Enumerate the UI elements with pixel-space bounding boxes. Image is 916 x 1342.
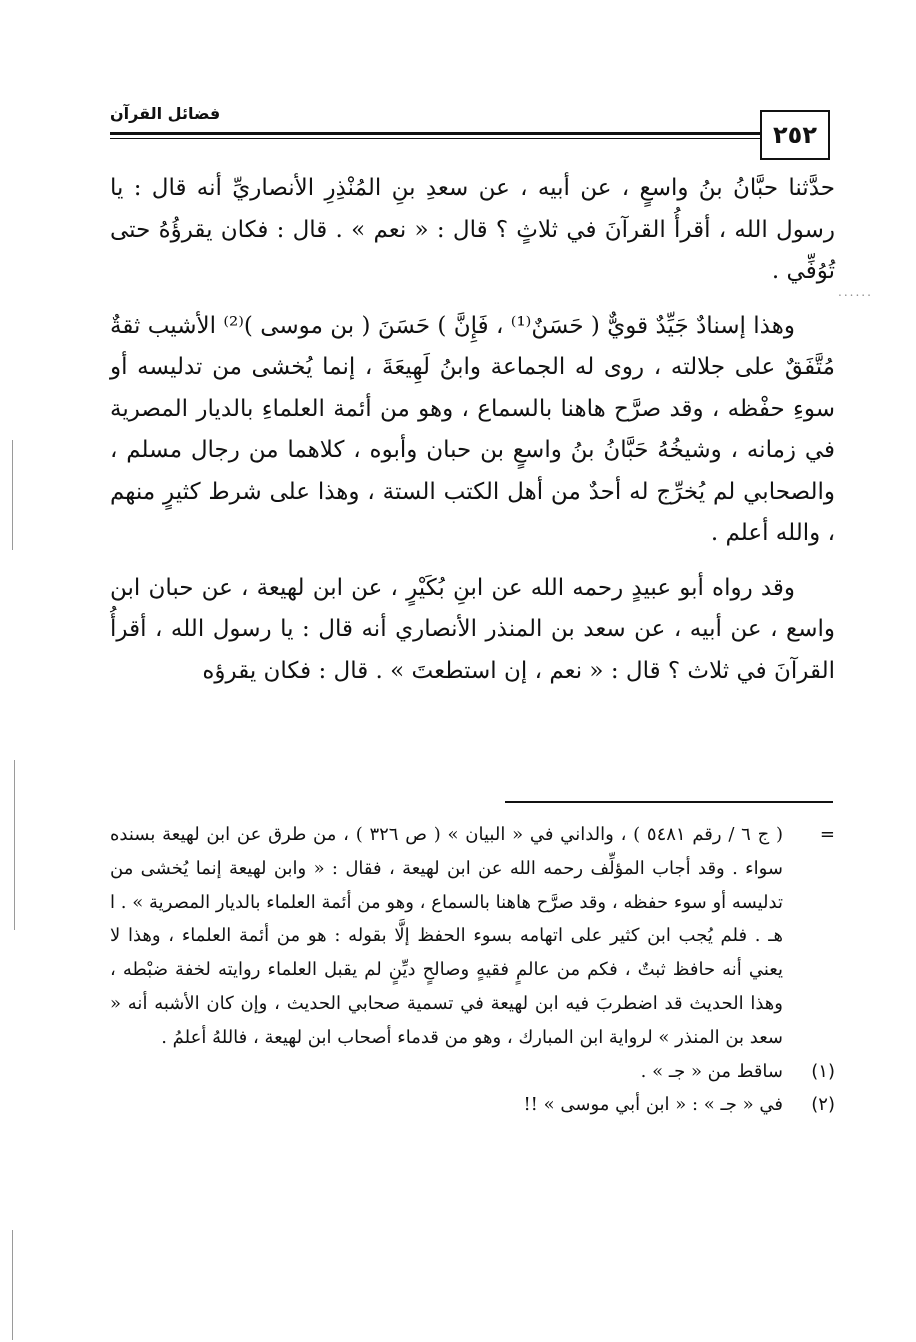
paragraph: وقد رواه أبو عبيدٍ رحمه الله عن ابنِ بُكَيْرٍ ، عن ابن لهيعة ، عن حبان ابن واسع ، عن أبيه ، عن سعد بن المنذر الأنصاري أنه قال : يا رسول الله ، أقرأُ القرآنَ في ثلاث ؟ قال : « نعم ، إن استطعتَ » . قال : فكان يقرؤه: [110, 574, 835, 684]
main-text: [110, 168, 835, 705]
footnote-text: في « جـ » : « ابن أبي موسى » !!: [523, 1094, 783, 1116]
continuation-mark: =: [819, 824, 835, 845]
scan-edge-line: [12, 440, 13, 550]
paragraph: وهذا إسنادٌ جَيِّدٌ قويٌّ ( حَسَنٌ⁽¹⁾ ، فَإِنَّ ) حَسَنَ ( بن موسى )⁽²⁾ الأشيب ثقةٌ مُتَّفَقٌ على جلالته ، روى له الجماعة وابنُ لَهِيعَةَ ، إنما يُخشى من تدليسه أو سوءِ حفْظه ، وقد صرَّح هاهنا بالسماع ، وهو من أئمة العلماءِ بالديار المصرية في زمانه ، وشيخُهُ حَبَّانُ بنُ واسعٍ بن حبان وأبوه ، كلاهما من رجال مسلم ، والصحابي لم يُخرِّج له أحدٌ من أهل الكتب الستة ، وهذا على شرط كثيرٍ منهم ، والله أعلم .: [110, 312, 835, 546]
header-rule-thin: [110, 138, 760, 139]
footnote-continuation: [110, 818, 835, 1055]
footnotes: [110, 818, 835, 1122]
footnote-separator: [505, 801, 833, 803]
header-rule: [110, 132, 760, 135]
footnote-text: ساقط من « جـ » .: [640, 1060, 783, 1082]
margin-dots: ......: [838, 285, 873, 299]
scan-edge-line: [14, 760, 15, 930]
paragraph: حدَّثنا حبَّانُ بنُ واسعٍ ، عن أبيه ، عن سعدِ بنِ المُنْذِرِ الأنصاريِّ أنه قال : يا رسول الله ، أقرأُ القرآنَ في ثلاثٍ ؟ قال : « نعم » . قال : فكان يقرؤُهُ حتى تُوُفِّي .: [110, 175, 835, 284]
footnote-continuation-text: ( ج ٦ / رقم ٥٤٨١ ) ، والداني في « البيان » ( ص ٣٢٦ ) ، من طرق عن ابن لهيعة بسنده سواء . وقد أجاب المؤلِّف رحمه الله عن ابن لهيعة ، فقال : « وابن لهيعة إنما يُخشى من تدليسه أو سوء حفظه ، وقد صرَّح هاهنا بالسماع ، وهو من أئمة العلماء بالديار المصرية » . ا هـ . فلم يُجب ابن كثير على اتهامه بسوء الحفظ إلَّا بقوله : هو من أئمة العلماء ، وهذا لا يعني أنه حافظ ثبتٌ ، فكم من عالمٍ فقيهٍ وصالحٍ ديِّنٍ لم يقبل العلماء روايته لخفة ضبْطه ، وهذا الحديث قد اضطربَ فيه ابن لهيعة في تسمية صحابي الحديث ، وإن كان الأشبه أنه « سعد بن المنذر » لرواية ابن المبارك ، وهو من قدماء أصحاب ابن لهيعة ، فاللهُ أعلمُ .: [110, 824, 783, 1048]
footnote-item: [110, 1088, 835, 1122]
running-title: فضائل القرآن: [110, 104, 221, 123]
page-number: ٢٥٢: [760, 110, 830, 160]
footnote-number: (٢): [811, 1094, 835, 1116]
footnote-number: (١): [811, 1060, 835, 1082]
scan-edge-line: [12, 1230, 13, 1340]
footnote-item: [110, 1055, 835, 1089]
